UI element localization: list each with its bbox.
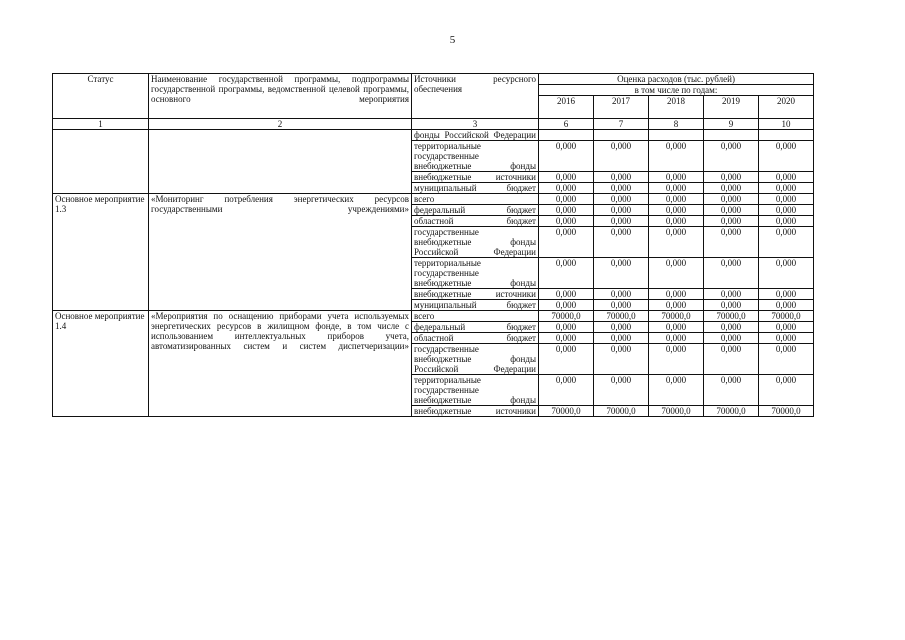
index-cell: 6 (539, 119, 594, 130)
value-cell: 0,000 (649, 205, 704, 216)
value-cell: 0,000 (759, 183, 814, 194)
value-cell (649, 130, 704, 141)
value-cell: 0,000 (594, 205, 649, 216)
value-cell: 0,000 (759, 322, 814, 333)
budget-table (52, 73, 814, 417)
source-cell: муниципальный бюджет (412, 183, 539, 194)
value-cell: 0,000 (539, 322, 594, 333)
value-cell: 0,000 (704, 216, 759, 227)
value-cell: 0,000 (539, 375, 594, 406)
page-number: 5 (449, 34, 456, 46)
value-cell: 0,000 (539, 216, 594, 227)
value-cell: 0,000 (759, 258, 814, 289)
value-cell: 0,000 (594, 183, 649, 194)
source-cell: территориальные государственные внебюджетные фонды (412, 375, 539, 406)
value-cell: 0,000 (759, 300, 814, 311)
source-cell: федеральный бюджет (412, 205, 539, 216)
source-cell: территориальные государственные внебюджетные фонды (412, 258, 539, 289)
table-body (53, 74, 814, 417)
value-cell: 0,000 (594, 322, 649, 333)
value-cell: 0,000 (649, 300, 704, 311)
header-estimate: Оценка расходов (тыс. рублей) (539, 74, 814, 85)
index-cell: 2 (149, 119, 412, 130)
value-cell: 0,000 (759, 375, 814, 406)
status-cell: Основное мероприятие 1.3 (53, 194, 149, 311)
value-cell: 0,000 (594, 333, 649, 344)
value-cell: 70000,0 (649, 406, 704, 417)
value-cell: 0,000 (704, 227, 759, 258)
value-cell: 0,000 (539, 205, 594, 216)
header-name: Наименование государственной программы, подпрограммы государственной программы, ведомственной целевой программы, основного мероприятия (149, 74, 412, 119)
value-cell: 0,000 (649, 258, 704, 289)
source-cell: внебюджетные источники (412, 289, 539, 300)
value-cell: 0,000 (704, 258, 759, 289)
year-cell: 2016 (539, 96, 594, 119)
value-cell: 0,000 (759, 141, 814, 172)
value-cell: 70000,0 (539, 406, 594, 417)
value-cell: 70000,0 (649, 311, 704, 322)
value-cell: 0,000 (704, 344, 759, 375)
value-cell: 0,000 (539, 289, 594, 300)
value-cell: 0,000 (594, 194, 649, 205)
value-cell: 0,000 (594, 172, 649, 183)
value-cell: 0,000 (649, 227, 704, 258)
value-cell (704, 130, 759, 141)
value-cell: 0,000 (759, 216, 814, 227)
value-cell: 0,000 (649, 183, 704, 194)
source-cell: областной бюджет (412, 216, 539, 227)
value-cell: 0,000 (539, 227, 594, 258)
index-cell: 9 (704, 119, 759, 130)
source-cell: территориальные государственные внебюджетные фонды (412, 141, 539, 172)
value-cell: 0,000 (704, 141, 759, 172)
value-cell: 70000,0 (704, 311, 759, 322)
value-cell: 0,000 (594, 375, 649, 406)
year-cell: 2017 (594, 96, 649, 119)
source-cell: государственные внебюджетные фонды Российской Федерации (412, 227, 539, 258)
name-cell-empty (149, 130, 412, 194)
value-cell: 0,000 (649, 322, 704, 333)
header-status: Статус (53, 74, 149, 119)
source-cell: муниципальный бюджет (412, 300, 539, 311)
header-row (53, 74, 814, 85)
source-cell: всего (412, 311, 539, 322)
source-cell: государственные внебюджетные фонды Российской Федерации (412, 344, 539, 375)
value-cell: 0,000 (649, 289, 704, 300)
value-cell: 70000,0 (759, 311, 814, 322)
value-cell: 70000,0 (704, 406, 759, 417)
value-cell: 0,000 (759, 289, 814, 300)
source-cell: федеральный бюджет (412, 322, 539, 333)
source-cell: внебюджетные источники (412, 172, 539, 183)
year-cell: 2020 (759, 96, 814, 119)
value-cell: 70000,0 (759, 406, 814, 417)
value-cell: 0,000 (649, 194, 704, 205)
value-cell: 0,000 (704, 322, 759, 333)
value-cell: 0,000 (759, 172, 814, 183)
value-cell: 0,000 (649, 216, 704, 227)
value-cell: 0,000 (594, 300, 649, 311)
value-cell: 0,000 (539, 183, 594, 194)
value-cell: 0,000 (594, 227, 649, 258)
value-cell: 0,000 (649, 333, 704, 344)
value-cell: 0,000 (539, 333, 594, 344)
value-cell: 0,000 (704, 300, 759, 311)
value-cell (594, 130, 649, 141)
value-cell: 70000,0 (594, 406, 649, 417)
value-cell: 0,000 (759, 227, 814, 258)
value-cell: 0,000 (649, 141, 704, 172)
index-cell: 3 (412, 119, 539, 130)
index-cell: 7 (594, 119, 649, 130)
value-cell: 0,000 (539, 141, 594, 172)
header-by-years: в том числе по годам: (539, 85, 814, 96)
value-cell: 0,000 (539, 344, 594, 375)
status-cell-empty (53, 130, 149, 194)
value-cell: 0,000 (704, 205, 759, 216)
source-cell: фонды Российской Федерации (412, 130, 539, 141)
value-cell: 0,000 (539, 300, 594, 311)
index-cell: 8 (649, 119, 704, 130)
value-cell: 0,000 (704, 172, 759, 183)
index-cell: 10 (759, 119, 814, 130)
value-cell: 0,000 (649, 344, 704, 375)
value-cell: 0,000 (704, 375, 759, 406)
source-cell: областной бюджет (412, 333, 539, 344)
table-row (53, 194, 814, 205)
value-cell: 0,000 (539, 194, 594, 205)
value-cell: 0,000 (704, 194, 759, 205)
value-cell: 0,000 (759, 205, 814, 216)
source-cell: всего (412, 194, 539, 205)
status-cell: Основное мероприятие 1.4 (53, 311, 149, 417)
source-cell: внебюджетные источники (412, 406, 539, 417)
index-cell: 1 (53, 119, 149, 130)
value-cell: 0,000 (594, 216, 649, 227)
index-row (53, 119, 814, 130)
value-cell: 0,000 (539, 172, 594, 183)
value-cell: 0,000 (594, 141, 649, 172)
value-cell: 0,000 (759, 333, 814, 344)
name-cell: «Мониторинг потребления энергетических ресурсов государственными учреждениями» (149, 194, 412, 311)
value-cell: 70000,0 (539, 311, 594, 322)
year-cell: 2018 (649, 96, 704, 119)
value-cell: 0,000 (539, 258, 594, 289)
value-cell: 0,000 (649, 172, 704, 183)
value-cell: 0,000 (649, 375, 704, 406)
value-cell: 0,000 (759, 194, 814, 205)
value-cell: 0,000 (704, 289, 759, 300)
value-cell: 0,000 (704, 183, 759, 194)
value-cell: 0,000 (594, 289, 649, 300)
value-cell: 0,000 (594, 258, 649, 289)
table-row (53, 130, 814, 141)
value-cell (539, 130, 594, 141)
table-row (53, 311, 814, 322)
year-cell: 2019 (704, 96, 759, 119)
value-cell: 0,000 (594, 344, 649, 375)
value-cell (759, 130, 814, 141)
value-cell: 0,000 (704, 333, 759, 344)
value-cell: 70000,0 (594, 311, 649, 322)
value-cell: 0,000 (759, 344, 814, 375)
name-cell: «Мероприятия по оснащению приборами учета используемых энергетических ресурсов в жилищном фонде, в том числе с использованием интеллектуальных приборов учета, автоматизированных систем и систем диспетчеризации» (149, 311, 412, 417)
header-sources: Источники ресурсного обеспечения (412, 74, 539, 119)
